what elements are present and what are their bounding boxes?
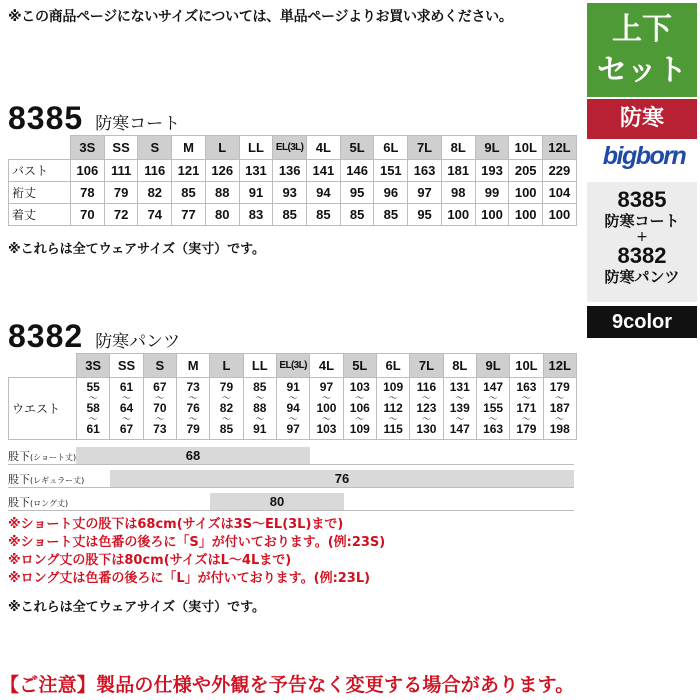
table-cell: 141 — [307, 160, 341, 182]
inseam-notes — [8, 516, 385, 588]
table-cell: 146 — [340, 160, 374, 182]
waist-value: 64 — [119, 401, 134, 415]
set-badge — [587, 3, 697, 97]
waist-value: 73 — [153, 422, 167, 436]
table-cell: 126 — [205, 160, 239, 182]
inseam-short-row — [8, 446, 574, 465]
range-tilde: 〜 — [455, 393, 465, 403]
product-box — [587, 182, 697, 302]
size-header-cell: 4L — [307, 136, 341, 160]
waist-value: 97 — [319, 380, 334, 394]
table-cell: 106 — [71, 160, 105, 182]
pants-heading — [8, 318, 180, 355]
waist-value: 73 — [186, 380, 200, 394]
table-cell: 136 — [273, 160, 307, 182]
range-tilde: 〜 — [188, 393, 198, 403]
waist-value: 55 — [86, 380, 100, 394]
table-cell: 85 — [307, 204, 341, 226]
waist-value: 163 — [516, 380, 537, 394]
waist-cell — [476, 378, 509, 440]
table-cell: 97 — [408, 182, 442, 204]
coat-note: ※これらは全てウェアサイズ（実寸）です。 — [8, 242, 266, 257]
table-cell: 100 — [543, 204, 577, 226]
waist-value: 179 — [516, 422, 537, 436]
range-tilde: 〜 — [421, 393, 431, 403]
waist-value: 112 — [383, 401, 403, 415]
waist-cell — [343, 378, 376, 440]
range-tilde: 〜 — [455, 414, 465, 424]
waist-value: 91 — [253, 422, 267, 436]
pants-name: 防寒パンツ — [95, 332, 181, 352]
waist-value: 67 — [119, 422, 134, 436]
range-tilde: 〜 — [188, 414, 198, 424]
pants-code: 8382 — [8, 318, 84, 354]
range-tilde: 〜 — [221, 414, 231, 424]
coat-heading — [8, 100, 180, 137]
table-cell: 229 — [543, 160, 577, 182]
range-tilde: 〜 — [255, 414, 265, 424]
table-cell: 100 — [475, 204, 509, 226]
table-cell: 96 — [374, 182, 408, 204]
table-corner — [9, 136, 71, 160]
range-tilde: 〜 — [121, 393, 131, 403]
table-cell: 83 — [239, 204, 273, 226]
product-code-1: 8385 — [617, 187, 667, 212]
size-header-cell: S — [138, 136, 172, 160]
table-cell: 99 — [475, 182, 509, 204]
inseam-long-label: 股下(ロング丈) — [8, 496, 69, 509]
table-cell: 82 — [138, 182, 172, 204]
inseam-long-row — [8, 492, 574, 511]
size-header-cell: 8L — [441, 136, 475, 160]
range-tilde: 〜 — [488, 414, 498, 424]
waist-cell — [543, 378, 576, 440]
table-cell: 111 — [104, 160, 138, 182]
range-tilde: 〜 — [321, 393, 331, 403]
inseam-note: ※ショート丈は色番の後ろに「S」が付いております。(例:23S) — [8, 535, 386, 550]
table-row — [9, 204, 577, 226]
table-cell: 116 — [138, 160, 172, 182]
size-header-cell: 6L — [376, 354, 409, 378]
waist-cell — [210, 378, 243, 440]
table-cell: 77 — [172, 204, 206, 226]
row-label: 裄丈 — [9, 182, 71, 204]
table-cell: 79 — [104, 182, 138, 204]
inseam-regular-label: 股下(レギュラー丈) — [8, 473, 85, 486]
range-tilde: 〜 — [121, 414, 131, 424]
waist-value: 61 — [119, 380, 134, 394]
range-tilde: 〜 — [521, 393, 531, 403]
range-tilde: 〜 — [88, 393, 98, 403]
table-cell: 95 — [408, 204, 442, 226]
waist-cell — [310, 378, 343, 440]
range-tilde: 〜 — [221, 393, 231, 403]
waist-cell — [176, 378, 209, 440]
waist-value: 109 — [383, 380, 404, 394]
waist-value: 79 — [219, 380, 234, 394]
table-cell: 100 — [509, 204, 543, 226]
inseam-short-label: 股下(ショート丈) — [8, 450, 77, 463]
waist-value: 109 — [349, 422, 370, 436]
waist-value: 61 — [86, 422, 100, 436]
inseam-note: ※ショート丈の股下は68cm(サイズは3S〜EL(3L)まで) — [8, 517, 344, 532]
size-header-cell: 3S — [71, 136, 105, 160]
size-header-cell: EL(3L) — [273, 136, 307, 160]
size-header-cell: LL — [239, 136, 273, 160]
table-cell: 93 — [273, 182, 307, 204]
inseam-regular-bar: 76 — [110, 470, 574, 487]
range-tilde: 〜 — [521, 414, 531, 424]
table-cell: 88 — [205, 182, 239, 204]
size-header-cell: 9L — [475, 136, 509, 160]
waist-value: 58 — [86, 401, 100, 415]
size-header-cell: 7L — [410, 354, 443, 378]
size-header-row — [9, 354, 577, 378]
waist-value: 94 — [286, 401, 300, 415]
pants-note: ※これらは全てウェアサイズ（実寸）です。 — [8, 600, 266, 615]
waist-value: 103 — [316, 422, 337, 436]
waist-value: 76 — [186, 401, 200, 415]
waist-value: 91 — [286, 380, 300, 394]
waist-cell — [510, 378, 543, 440]
range-tilde: 〜 — [155, 393, 165, 403]
waist-cell — [243, 378, 276, 440]
waist-value: 67 — [153, 380, 167, 394]
size-header-row — [9, 136, 577, 160]
table-cell: 91 — [239, 182, 273, 204]
waist-value: 130 — [416, 422, 437, 436]
range-tilde: 〜 — [321, 414, 331, 424]
range-tilde: 〜 — [255, 393, 265, 403]
waist-value: 147 — [449, 422, 470, 436]
waist-value: 100 — [316, 401, 337, 415]
table-cell: 80 — [205, 204, 239, 226]
size-header-cell: M — [176, 354, 209, 378]
coat-name: 防寒コート — [95, 114, 181, 134]
waist-cell — [410, 378, 443, 440]
size-header-cell: 9L — [476, 354, 509, 378]
waist-value: 139 — [449, 401, 470, 415]
size-header-cell: S — [143, 354, 176, 378]
range-tilde: 〜 — [88, 414, 98, 424]
table-corner — [9, 354, 77, 378]
row-label: ウエスト — [9, 378, 77, 440]
coat-code: 8385 — [8, 100, 84, 136]
size-header-cell: 3S — [77, 354, 110, 378]
size-header-cell: 4L — [310, 354, 343, 378]
table-cell: 85 — [340, 204, 374, 226]
waist-value: 171 — [516, 401, 537, 415]
coat-size-table — [8, 135, 577, 226]
size-header-cell: EL(3L) — [276, 354, 309, 378]
waist-cell — [443, 378, 476, 440]
table-cell: 205 — [509, 160, 543, 182]
brand-name: bigborn — [602, 142, 686, 170]
waist-value: 198 — [549, 422, 570, 436]
waist-cell — [143, 378, 176, 440]
plus-sign: + — [636, 229, 648, 245]
waist-value: 179 — [549, 380, 570, 394]
size-header-cell: L — [210, 354, 243, 378]
inseam-short-bar: 68 — [76, 447, 310, 464]
color-count: 9color — [587, 306, 697, 338]
size-header-cell: 5L — [343, 354, 376, 378]
waist-value: 155 — [483, 401, 504, 415]
range-tilde: 〜 — [421, 414, 431, 424]
caution-notice: 【ご注意】製品の仕様や外観を予告なく変更する場合があります。 — [0, 674, 575, 696]
size-header-cell: M — [172, 136, 206, 160]
product-code-2: 8382 — [617, 243, 667, 268]
range-tilde: 〜 — [288, 393, 298, 403]
table-cell: 163 — [408, 160, 442, 182]
size-header-cell: 10L — [510, 354, 543, 378]
row-label: 着丈 — [9, 204, 71, 226]
brand-logo — [597, 142, 691, 178]
size-header-cell: 12L — [543, 136, 577, 160]
set-badge-line2: セット — [597, 53, 687, 88]
size-header-cell: SS — [104, 136, 138, 160]
inseam-note: ※ロング丈の股下は80cm(サイズはL〜4Lまで) — [8, 553, 292, 568]
range-tilde: 〜 — [388, 414, 398, 424]
pants-size-table — [8, 353, 577, 440]
waist-value: 131 — [449, 380, 470, 394]
table-cell: 94 — [307, 182, 341, 204]
notice-top: ※この商品ページにないサイズについては、単品ページよりお買い求めください。 — [8, 9, 513, 25]
size-header-cell: 7L — [408, 136, 442, 160]
waist-value: 116 — [416, 380, 437, 394]
size-header-cell: 5L — [340, 136, 374, 160]
waist-value: 70 — [153, 401, 167, 415]
range-tilde: 〜 — [555, 393, 565, 403]
waist-value: 187 — [549, 401, 570, 415]
waist-value: 106 — [349, 401, 370, 415]
table-cell: 100 — [509, 182, 543, 204]
table-cell: 104 — [543, 182, 577, 204]
waist-value: 115 — [383, 422, 403, 436]
table-cell: 85 — [172, 182, 206, 204]
range-tilde: 〜 — [155, 414, 165, 424]
waist-value: 147 — [483, 380, 504, 394]
table-cell: 85 — [273, 204, 307, 226]
waist-value: 88 — [253, 401, 267, 415]
table-cell: 151 — [374, 160, 408, 182]
table-cell: 100 — [441, 204, 475, 226]
waist-value: 97 — [286, 422, 300, 436]
table-cell: 78 — [71, 182, 105, 204]
table-row — [9, 160, 577, 182]
table-cell: 95 — [340, 182, 374, 204]
waist-cell — [376, 378, 409, 440]
waist-value: 85 — [253, 380, 267, 394]
table-cell: 74 — [138, 204, 172, 226]
product-name-2: 防寒パンツ — [604, 268, 680, 286]
waist-cell — [77, 378, 110, 440]
size-header-cell: L — [205, 136, 239, 160]
inseam-long-bar: 80 — [210, 493, 344, 510]
waist-value: 103 — [349, 380, 370, 394]
inseam-note: ※ロング丈は色番の後ろに「L」が付いております。(例:23L) — [8, 571, 371, 586]
table-cell: 181 — [441, 160, 475, 182]
range-tilde: 〜 — [355, 393, 365, 403]
waist-value: 82 — [219, 401, 234, 415]
size-header-cell: 10L — [509, 136, 543, 160]
waist-cell — [110, 378, 143, 440]
table-cell: 70 — [71, 204, 105, 226]
size-header-cell: 12L — [543, 354, 576, 378]
waist-value: 123 — [416, 401, 437, 415]
size-header-cell: 6L — [374, 136, 408, 160]
product-name-1: 防寒コート — [604, 212, 680, 230]
kind-badge: 防寒 — [587, 99, 697, 139]
inseam-regular-row — [8, 469, 574, 488]
size-header-cell: LL — [243, 354, 276, 378]
range-tilde: 〜 — [355, 414, 365, 424]
waist-value: 85 — [219, 422, 234, 436]
range-tilde: 〜 — [288, 414, 298, 424]
size-header-cell: SS — [110, 354, 143, 378]
waist-value: 79 — [186, 422, 200, 436]
set-badge-line1: 上下 — [612, 12, 672, 47]
table-row — [9, 182, 577, 204]
waist-value: 163 — [483, 422, 504, 436]
table-cell: 85 — [374, 204, 408, 226]
range-tilde: 〜 — [388, 393, 398, 403]
range-tilde: 〜 — [555, 414, 565, 424]
table-cell: 98 — [441, 182, 475, 204]
range-tilde: 〜 — [488, 393, 498, 403]
waist-cell — [276, 378, 309, 440]
waist-row — [9, 378, 577, 440]
table-cell: 131 — [239, 160, 273, 182]
row-label: バスト — [9, 160, 71, 182]
table-cell: 121 — [172, 160, 206, 182]
table-cell: 193 — [475, 160, 509, 182]
size-header-cell: 8L — [443, 354, 476, 378]
table-cell: 72 — [104, 204, 138, 226]
